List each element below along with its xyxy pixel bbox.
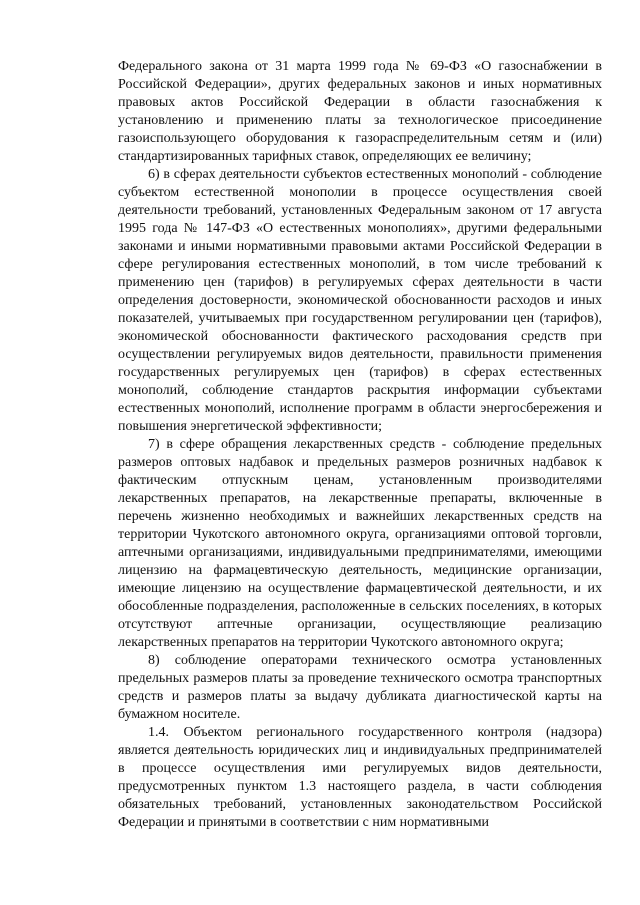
paragraph-item-7: 7) в сфере обращения лекарственных средств - соблюдение предельных размеров оптовых надбавок и предельных размеров розничных надбавок к фактическим отпускным ценам, установленным производителями лекарственных препаратов, на лекарственные препараты, включенные в перечень жизненно необходимых и важнейших лекарственных средств на территории Чукотского автономного округа, организациями оптовой торговли, аптечными организациями, индивидуальными предпринимателями, имеющими лицензию на фармацевтическую деятельность, медицинские организации, имеющие лицензию на осуществление фармацевтической деятельности, и их обособленные подразделения, расположенные в сельских поселениях, в которых отсутствуют аптечные организации, осуществляющие реализацию лекарственных препаратов на территории Чукотского автономного округа; bbox=[118, 437, 602, 650]
paragraph-item-6: 6) в сферах деятельности субъектов естественных монополий - соблюдение субъектом естественной монополии в процессе осуществления своей деятельности требований, установленных Федеральным законом от 17 августа 1995 года № 147-ФЗ «О естественных монополиях», другими федеральными законами и иными нормативными правовыми актами Российской Федерации в сфере регулирования естественных монополий, в том числе требований к применению цен (тарифов) в регулируемых сферах деятельности в части определения достоверности, экономической обоснованности расходов и иных показателей, учитываемых при государственном регулировании цен (тарифов), экономической обоснованности фактического расходования средств при осуществлении регулируемых видов деятельности, правильности применения государственных регулируемых цен (тарифов) в сферах естественных монополий, соблюдение стандартов раскрытия информации субъектами естественных монополий, исполнение программ в области энергосбережения и повышения энергетической эффективности; bbox=[118, 167, 602, 434]
paragraph-continuation: Федерального закона от 31 марта 1999 года № 69-ФЗ «О газоснабжении в Российской Федерации», других федеральных законов и иных нормативных правовых актов Российской Федерации в области газоснабжения к установлению и применению платы за технологическое присоединение газоиспользующего оборудования к газораспределительным сетям и (или) стандартизированных тарифных ставок, определяющих ее величину; bbox=[118, 59, 602, 164]
document-body bbox=[118, 58, 602, 832]
paragraph-section-1-4: 1.4. Объектом регионального государственного контроля (надзора) является деятельность юридических лиц и индивидуальных предпринимателей в процессе осуществления ими регулируемых видов деятельности, предусмотренных пунктом 1.3 настоящего раздела, в части соблюдения обязательных требований, установленных законодательством Российской Федерации и принятыми в соответствии с ним нормативными bbox=[118, 725, 602, 830]
paragraph-item-8: 8) соблюдение операторами технического осмотра установленных предельных размеров платы за проведение технического осмотра транспортных средств и размеров платы за выдачу дубликата диагностической карты на бумажном носителе. bbox=[118, 653, 602, 722]
